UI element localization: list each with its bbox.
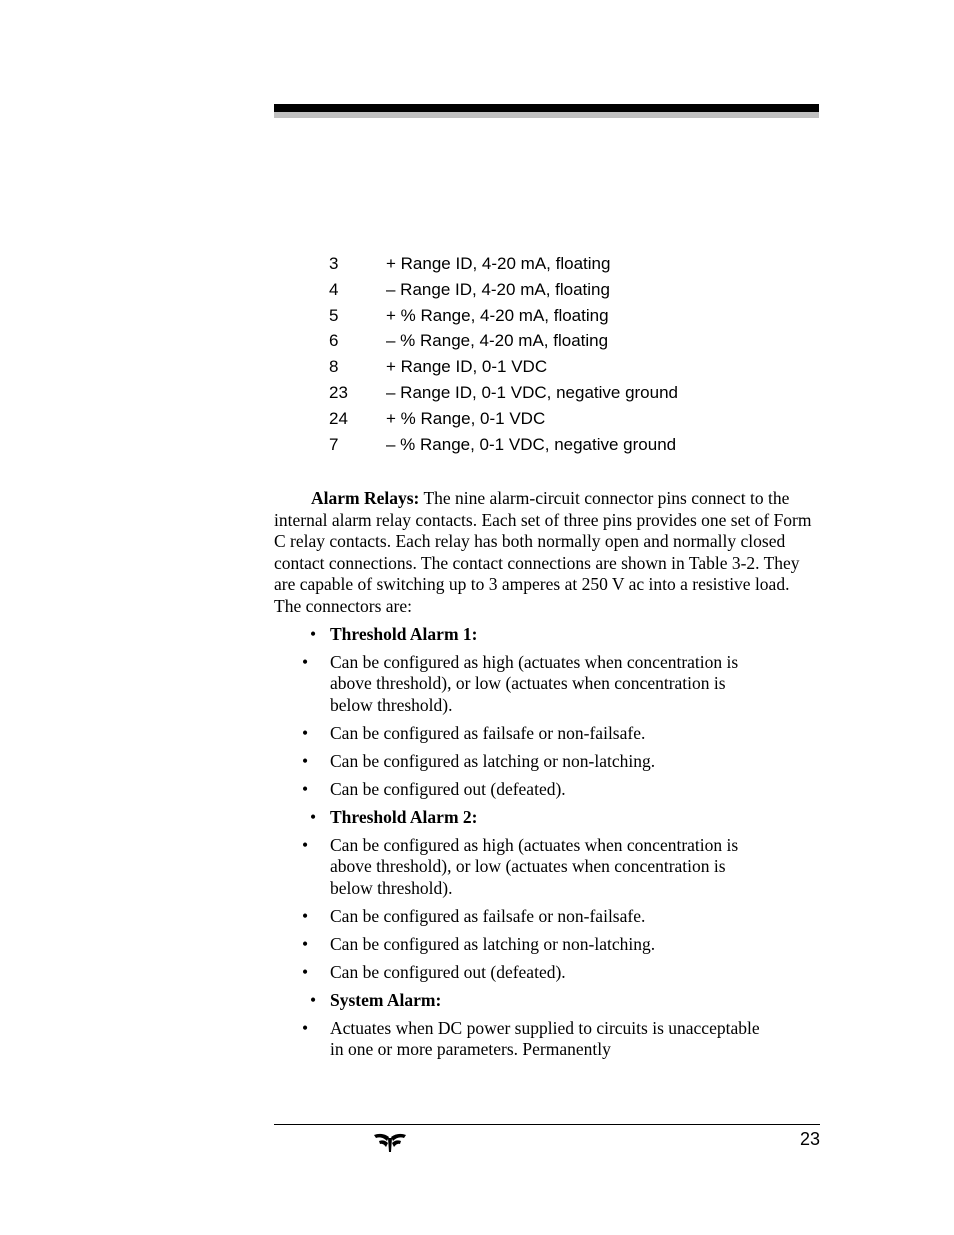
- alarm-section: [310, 807, 820, 829]
- list-item: [302, 778, 764, 801]
- alarm-label: System Alarm:: [330, 990, 442, 1010]
- body-text: [274, 488, 820, 1067]
- pin-description: – Range ID, 0-1 VDC, negative ground: [386, 382, 679, 402]
- header-rule-gray: [274, 112, 819, 118]
- pin-number: 7: [329, 434, 339, 454]
- pin-number: 24: [329, 408, 348, 428]
- list-item-text: Can be configured as latching or non-latching.: [330, 750, 656, 771]
- pin-number: 8: [329, 357, 339, 377]
- list-item: [302, 834, 764, 900]
- alarm-sublist: [274, 1018, 820, 1061]
- list-item-text: Can be configured as high (actuates when concentration is above threshold), or low (actuates when concentration is below threshold).: [330, 651, 739, 715]
- list-item: [302, 651, 764, 717]
- teledyne-logo-icon: [372, 1131, 408, 1153]
- pin-number: 4: [329, 279, 339, 299]
- list-item: [302, 750, 764, 773]
- alarm-section: [310, 990, 820, 1012]
- bullet-icon: •: [302, 933, 309, 954]
- pin-description: + % Range, 4-20 mA, floating: [386, 305, 609, 325]
- header-rule-black: [274, 104, 819, 112]
- alarm-section: [310, 624, 820, 646]
- alarm-relays-paragraph: [274, 488, 820, 617]
- bullet-icon: •: [302, 834, 309, 855]
- list-item: [302, 1017, 764, 1061]
- page-number: 23: [799, 1129, 820, 1149]
- footer-rule: [274, 1124, 820, 1125]
- alarm-sublist: [274, 652, 820, 801]
- pin-description: – % Range, 0-1 VDC, negative ground: [386, 434, 677, 454]
- list-item-text: Can be configured as latching or non-latching.: [330, 933, 656, 954]
- bullet-icon: •: [302, 905, 309, 926]
- pin-description: + % Range, 0-1 VDC: [386, 408, 546, 428]
- list-item-text: Can be configured out (defeated).: [330, 778, 566, 799]
- pin-number: 23: [329, 382, 348, 402]
- list-item: [302, 933, 764, 956]
- pin-description: + Range ID, 4-20 mA, floating: [386, 254, 611, 273]
- bullet-icon: •: [310, 990, 317, 1010]
- bullet-icon: •: [302, 1017, 309, 1038]
- pin-description: – % Range, 4-20 mA, floating: [386, 331, 609, 351]
- bullet-icon: •: [302, 750, 309, 771]
- alarm-relays-text: The nine alarm-circuit connector pins connect to the internal alarm relay contacts. Each set of three pins provides one set of Form C relay contacts. Each relay has both normally open and normally closed contact connections. The contact connections are shown in Table 3-2. They are capable of switching up to 3 amperes at 250 V ac into a resistive load. The connectors are:: [274, 488, 812, 616]
- pin-number: 3: [329, 254, 339, 273]
- bullet-icon: •: [302, 961, 309, 982]
- bullet-icon: •: [302, 722, 309, 743]
- list-item: [302, 961, 764, 984]
- list-item: [302, 722, 764, 745]
- pin-number: 6: [329, 331, 339, 351]
- list-item: [302, 905, 764, 928]
- pin-description: + Range ID, 0-1 VDC: [386, 357, 548, 377]
- alarm-label: Threshold Alarm 1:: [330, 624, 478, 644]
- bullet-icon: •: [302, 778, 309, 799]
- list-item-text: Actuates when DC power supplied to circuits is unacceptable in one or more parameters. Permanently: [330, 1017, 760, 1059]
- pin-number: 5: [329, 305, 339, 325]
- bullet-icon: •: [310, 624, 317, 644]
- bullet-icon: •: [302, 651, 309, 672]
- alarm-relays-heading: Alarm Relays:: [311, 488, 420, 508]
- alarm-label: Threshold Alarm 2:: [330, 807, 478, 827]
- list-item-text: Can be configured as high (actuates when concentration is above threshold), or low (actuates when concentration is below threshold).: [330, 834, 739, 898]
- list-item-text: Can be configured out (defeated).: [330, 961, 566, 982]
- pin-description: – Range ID, 4-20 mA, floating: [386, 279, 610, 299]
- alarm-sublist: [274, 835, 820, 984]
- list-item-text: Can be configured as failsafe or non-failsafe.: [330, 905, 646, 926]
- list-item-text: Can be configured as failsafe or non-failsafe.: [330, 722, 646, 743]
- bullet-icon: •: [310, 807, 317, 827]
